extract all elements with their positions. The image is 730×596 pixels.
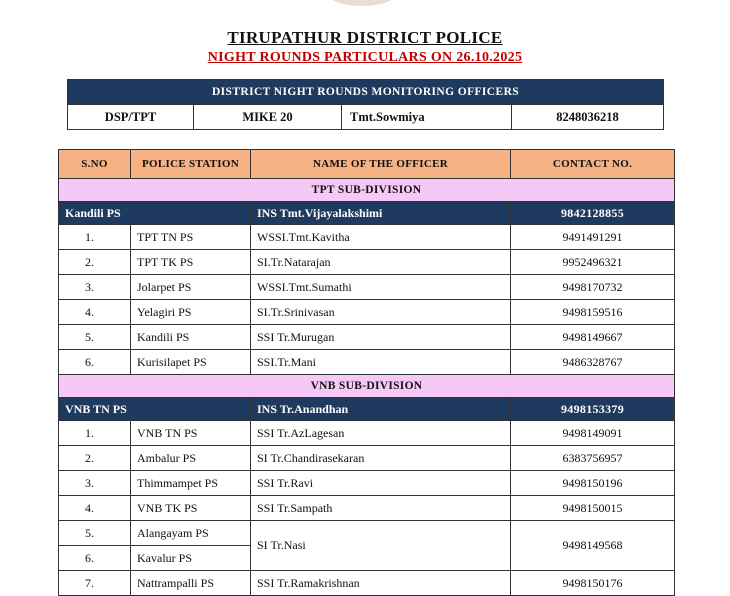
row-sno: 6. xyxy=(59,350,131,375)
circle-officer: INS Tmt.Vijayalakshimi xyxy=(251,202,511,225)
table-row xyxy=(59,446,675,471)
row-station: Kurisilapet PS xyxy=(131,350,251,375)
table-row xyxy=(59,496,675,521)
table-row xyxy=(59,421,675,446)
division-title: VNB SUB-DIVISION xyxy=(59,375,675,398)
division-row xyxy=(59,375,675,398)
row-contact: 9498149568 xyxy=(511,521,675,571)
circle-contact: 9842128855 xyxy=(511,202,675,225)
table-row xyxy=(59,521,675,546)
row-contact: 6383756957 xyxy=(511,446,675,471)
row-contact: 9498150015 xyxy=(511,496,675,521)
circle-officer: INS Tr.Anandhan xyxy=(251,398,511,421)
row-officer: SI.Tr.Srinivasan xyxy=(251,300,511,325)
row-officer: SI.Tr.Natarajan xyxy=(251,250,511,275)
circle-contact: 9498153379 xyxy=(511,398,675,421)
circle-station: VNB TN PS xyxy=(59,398,251,421)
row-officer: SSI.Tr.Mani xyxy=(251,350,511,375)
circle-station: Kandili PS xyxy=(59,202,251,225)
row-sno: 5. xyxy=(59,521,131,546)
row-station: Yelagiri PS xyxy=(131,300,251,325)
row-station: TPT TK PS xyxy=(131,250,251,275)
row-sno: 2. xyxy=(59,250,131,275)
row-sno: 4. xyxy=(59,300,131,325)
col-sno: S.NO xyxy=(59,150,131,179)
monitoring-designation: DSP/TPT xyxy=(68,105,194,130)
row-officer: SSI Tr.Ramakrishnan xyxy=(251,571,511,596)
row-contact: 9498159516 xyxy=(511,300,675,325)
circle-row xyxy=(59,202,675,225)
row-officer: SSI Tr.Ravi xyxy=(251,471,511,496)
table-row xyxy=(59,275,675,300)
row-officer: SI Tr.Chandirasekaran xyxy=(251,446,511,471)
col-officer: NAME OF THE OFFICER xyxy=(251,150,511,179)
monitoring-callsign: MIKE 20 xyxy=(194,105,342,130)
row-contact: 9491491291 xyxy=(511,225,675,250)
row-station: Thimmampet PS xyxy=(131,471,251,496)
row-station: Jolarpet PS xyxy=(131,275,251,300)
row-station: Nattrampalli PS xyxy=(131,571,251,596)
row-sno: 6. xyxy=(59,546,131,571)
monitoring-officer: Tmt.Sowmiya xyxy=(342,105,512,130)
monitoring-heading: DISTRICT NIGHT ROUNDS MONITORING OFFICERS xyxy=(68,80,664,105)
division-title: TPT SUB-DIVISION xyxy=(59,179,675,202)
circle-row xyxy=(59,398,675,421)
row-officer: SI Tr.Nasi xyxy=(251,521,511,571)
row-station: Kandili PS xyxy=(131,325,251,350)
table-row xyxy=(59,571,675,596)
row-contact: 9498170732 xyxy=(511,275,675,300)
table-row xyxy=(59,350,675,375)
row-contact: 9498149091 xyxy=(511,421,675,446)
night-rounds-table xyxy=(58,149,675,596)
row-contact: 9952496321 xyxy=(511,250,675,275)
monitoring-officers-table xyxy=(67,79,664,130)
row-station: Alangayam PS xyxy=(131,521,251,546)
row-contact: 9498150176 xyxy=(511,571,675,596)
row-sno: 5. xyxy=(59,325,131,350)
page-title: TIRUPATHUR DISTRICT POLICE xyxy=(227,28,503,47)
row-officer: SSI Tr.AzLagesan xyxy=(251,421,511,446)
row-sno: 3. xyxy=(59,471,131,496)
table-row xyxy=(59,250,675,275)
row-contact: 9486328767 xyxy=(511,350,675,375)
col-station: POLICE STATION xyxy=(131,150,251,179)
row-sno: 4. xyxy=(59,496,131,521)
row-sno: 1. xyxy=(59,421,131,446)
row-contact: 9498149667 xyxy=(511,325,675,350)
police-emblem xyxy=(330,0,394,6)
row-sno: 7. xyxy=(59,571,131,596)
row-sno: 2. xyxy=(59,446,131,471)
col-contact: CONTACT NO. xyxy=(511,150,675,179)
table-row xyxy=(59,300,675,325)
monitoring-contact: 8248036218 xyxy=(512,105,664,130)
row-station: VNB TK PS xyxy=(131,496,251,521)
row-station: VNB TN PS xyxy=(131,421,251,446)
row-sno: 3. xyxy=(59,275,131,300)
row-officer: SSI Tr.Sampath xyxy=(251,496,511,521)
table-row xyxy=(59,325,675,350)
page-subtitle: NIGHT ROUNDS PARTICULARS ON 26.10.2025 xyxy=(207,50,523,65)
table-row xyxy=(59,471,675,496)
row-station: Kavalur PS xyxy=(131,546,251,571)
row-station: TPT TN PS xyxy=(131,225,251,250)
row-officer: WSSI.Tmt.Sumathi xyxy=(251,275,511,300)
row-station: Ambalur PS xyxy=(131,446,251,471)
table-row xyxy=(59,225,675,250)
division-row xyxy=(59,179,675,202)
row-officer: WSSI.Tmt.Kavitha xyxy=(251,225,511,250)
row-officer: SSI Tr.Murugan xyxy=(251,325,511,350)
row-sno: 1. xyxy=(59,225,131,250)
table-header-row xyxy=(59,150,675,179)
row-contact: 9498150196 xyxy=(511,471,675,496)
